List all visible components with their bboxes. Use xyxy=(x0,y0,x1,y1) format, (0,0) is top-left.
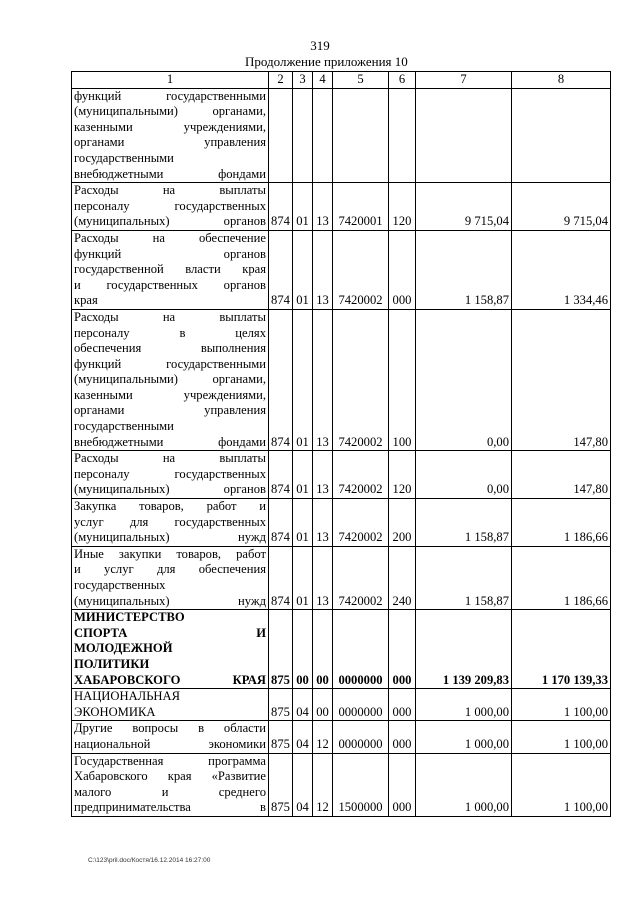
expense-name-line: ХАБАРОВСКОГО КРАЯ xyxy=(74,672,266,687)
table-row xyxy=(72,499,611,547)
expense-name-line: Другие вопросы в области xyxy=(74,721,266,736)
expense-name-line: государственной власти края xyxy=(74,262,266,277)
ministry-code-cell: 874 xyxy=(269,183,293,231)
subsection-code-cell: 12 xyxy=(313,753,333,816)
target-article-cell: 7420002 xyxy=(333,451,389,499)
expense-name-line: внебюджетными фондами xyxy=(74,166,266,181)
expense-name-line: Государственная программа xyxy=(74,753,266,768)
amount-2016-cell: 147,80 xyxy=(512,309,611,450)
header-cell: 8 xyxy=(512,72,611,89)
expense-name-line: Расходы на выплаты xyxy=(74,309,266,324)
target-article-cell xyxy=(333,88,389,183)
expense-name-line: (муниципальными) органами, xyxy=(74,104,266,119)
expense-name-line: (муниципальных) нужд xyxy=(74,593,266,608)
expense-name-line: Расходы на обеспечение xyxy=(74,230,266,245)
subsection-code-cell: 13 xyxy=(313,183,333,231)
ministry-code-cell xyxy=(269,88,293,183)
expense-name-line: государственных xyxy=(74,578,166,592)
amount-2016-cell: 1 186,66 xyxy=(512,499,611,547)
table-row xyxy=(72,88,611,183)
expense-type-cell: 000 xyxy=(389,721,416,753)
expense-name-line: МИНИСТЕРСТВО xyxy=(74,610,185,625)
expense-name-cell xyxy=(72,689,269,721)
expense-name-line: СПОРТА И xyxy=(74,625,266,640)
table-row xyxy=(72,183,611,231)
expense-name-line: национальной экономики xyxy=(74,736,266,751)
expense-name-line: НАЦИОНАЛЬНАЯ xyxy=(74,689,181,704)
expense-type-cell: 240 xyxy=(389,546,416,609)
expense-name-line: и услуг для обеспечения xyxy=(74,562,266,577)
amount-2015-cell: 1 000,00 xyxy=(416,689,512,721)
expense-name-line: Иные закупки товаров, работ xyxy=(74,546,266,561)
expense-type-cell: 120 xyxy=(389,183,416,231)
amount-2015-cell: 0,00 xyxy=(416,451,512,499)
amount-2016-cell: 1 170 139,33 xyxy=(512,610,611,689)
section-code-cell: 04 xyxy=(293,689,313,721)
section-code-cell xyxy=(293,88,313,183)
expense-type-cell: 120 xyxy=(389,451,416,499)
expense-name-cell xyxy=(72,88,269,183)
header-cell: 6 xyxy=(389,72,416,89)
amount-2015-cell: 1 139 209,83 xyxy=(416,610,512,689)
table-row xyxy=(72,309,611,450)
amount-2015-cell: 1 000,00 xyxy=(416,721,512,753)
ministry-code-cell: 875 xyxy=(269,689,293,721)
expense-name-cell xyxy=(72,451,269,499)
expense-name-cell xyxy=(72,183,269,231)
ministry-code-cell: 874 xyxy=(269,230,293,309)
amount-2015-cell: 1 000,00 xyxy=(416,753,512,816)
expense-name-line: услуг для государственных xyxy=(74,514,266,529)
expense-type-cell: 000 xyxy=(389,230,416,309)
ministry-code-cell: 874 xyxy=(269,309,293,450)
header-cell: 2 xyxy=(269,72,293,89)
section-code-cell: 01 xyxy=(293,451,313,499)
expense-name-line: предпринимательства в xyxy=(74,800,266,815)
expense-name-line: Закупка товаров, работ и xyxy=(74,499,266,514)
section-code-cell: 01 xyxy=(293,499,313,547)
table-row xyxy=(72,721,611,753)
expense-name-line: Расходы на выплаты xyxy=(74,183,266,198)
target-article-cell: 7420002 xyxy=(333,499,389,547)
ministry-code-cell: 875 xyxy=(269,753,293,816)
amount-2015-cell xyxy=(416,88,512,183)
amount-2016-cell: 1 100,00 xyxy=(512,689,611,721)
subsection-code-cell: 00 xyxy=(313,610,333,689)
amount-2015-cell: 9 715,04 xyxy=(416,183,512,231)
expense-name-cell xyxy=(72,610,269,689)
expense-name-cell xyxy=(72,721,269,753)
amount-2015-cell: 1 158,87 xyxy=(416,230,512,309)
page-number: 319 xyxy=(310,38,330,53)
amount-2016-cell: 147,80 xyxy=(512,451,611,499)
expense-name-line: (муниципальных) органов xyxy=(74,214,266,229)
expense-name-line: государственными xyxy=(74,419,174,434)
expense-name-line: органами управления xyxy=(74,135,266,150)
amount-2016-cell: 1 186,66 xyxy=(512,546,611,609)
table-row xyxy=(72,689,611,721)
section-code-cell: 04 xyxy=(293,721,313,753)
header-cell: 5 xyxy=(333,72,389,89)
target-article-cell: 7420002 xyxy=(333,309,389,450)
table-row xyxy=(72,610,611,689)
expense-name-line: внебюджетными фондами xyxy=(74,434,266,449)
expense-name-cell xyxy=(72,499,269,547)
subsection-code-cell: 13 xyxy=(313,499,333,547)
expense-name-line: органами управления xyxy=(74,403,266,418)
expense-name-line: (муниципальных) нужд xyxy=(74,530,266,545)
subsection-code-cell: 13 xyxy=(313,230,333,309)
expense-name-line: функций государственными xyxy=(74,356,266,371)
expense-type-cell: 200 xyxy=(389,499,416,547)
expense-type-cell: 000 xyxy=(389,753,416,816)
header-cell: 3 xyxy=(293,72,313,89)
expense-name-line: персоналу государственных xyxy=(74,198,266,213)
section-code-cell: 01 xyxy=(293,183,313,231)
expense-type-cell: 000 xyxy=(389,610,416,689)
ministry-code-cell: 875 xyxy=(269,721,293,753)
file-path-footer: C:\123\pril.doc/Костя/16.12.2014 16:27:00 xyxy=(88,857,211,864)
section-code-cell: 01 xyxy=(293,546,313,609)
expense-name-line: (муниципальными) органами, xyxy=(74,372,266,387)
target-article-cell: 1500000 xyxy=(333,753,389,816)
ministry-code-cell: 875 xyxy=(269,610,293,689)
expense-name-line: государственными xyxy=(74,150,174,165)
expense-type-cell: 000 xyxy=(389,689,416,721)
expense-name-line: функций органов xyxy=(74,246,266,261)
expense-name-line: малого и среднего xyxy=(74,784,266,799)
expense-type-cell: 100 xyxy=(389,309,416,450)
ministry-code-cell: 874 xyxy=(269,499,293,547)
amount-2015-cell: 0,00 xyxy=(416,309,512,450)
expense-name-line: казенными учреждениями, xyxy=(74,119,266,134)
target-article-cell: 0000000 xyxy=(333,721,389,753)
expense-name-line: персоналу государственных xyxy=(74,466,266,481)
amount-2016-cell xyxy=(512,88,611,183)
subsection-code-cell: 13 xyxy=(313,546,333,609)
expense-type-cell xyxy=(389,88,416,183)
expense-name-line: края xyxy=(74,293,98,308)
table-row xyxy=(72,451,611,499)
section-code-cell: 00 xyxy=(293,610,313,689)
target-article-cell: 7420002 xyxy=(333,546,389,609)
section-code-cell: 01 xyxy=(293,230,313,309)
expense-name-line: ПОЛИТИКИ xyxy=(74,656,150,671)
section-code-cell: 04 xyxy=(293,753,313,816)
amount-2015-cell: 1 158,87 xyxy=(416,546,512,609)
expense-name-line: обеспечения выполнения xyxy=(74,341,266,356)
target-article-cell: 0000000 xyxy=(333,610,389,689)
subsection-code-cell: 13 xyxy=(313,309,333,450)
subsection-code-cell: 13 xyxy=(313,451,333,499)
target-article-cell: 0000000 xyxy=(333,689,389,721)
header-cell: 1 xyxy=(72,72,269,89)
amount-2016-cell: 9 715,04 xyxy=(512,183,611,231)
table-row xyxy=(72,753,611,816)
ministry-code-cell: 874 xyxy=(269,546,293,609)
expense-name-line: и государственных органов xyxy=(74,277,266,292)
expense-name-cell xyxy=(72,753,269,816)
amount-2016-cell: 1 100,00 xyxy=(512,721,611,753)
expense-name-cell xyxy=(72,546,269,609)
target-article-cell: 7420001 xyxy=(333,183,389,231)
ministry-code-cell: 874 xyxy=(269,451,293,499)
amount-2016-cell: 1 100,00 xyxy=(512,753,611,816)
table-row xyxy=(72,230,611,309)
expense-name-line: персоналу в целях xyxy=(74,325,266,340)
section-code-cell: 01 xyxy=(293,309,313,450)
amount-2015-cell: 1 158,87 xyxy=(416,499,512,547)
appendix-caption: Продолжение приложения 10 xyxy=(245,54,408,69)
expense-name-cell xyxy=(72,309,269,450)
expense-name-line: Расходы на выплаты xyxy=(74,451,266,466)
expense-name-line: МОЛОДЕЖНОЙ xyxy=(74,641,173,656)
header-cell: 7 xyxy=(416,72,512,89)
expense-name-cell xyxy=(72,230,269,309)
header-cell: 4 xyxy=(313,72,333,89)
budget-table xyxy=(71,71,611,817)
target-article-cell: 7420002 xyxy=(333,230,389,309)
subsection-code-cell: 00 xyxy=(313,689,333,721)
header-row xyxy=(72,72,611,89)
subsection-code-cell xyxy=(313,88,333,183)
expense-name-line: казенными учреждениями, xyxy=(74,387,266,402)
subsection-code-cell: 12 xyxy=(313,721,333,753)
expense-name-line: функций государственными xyxy=(74,88,266,103)
expense-name-line: Хабаровского края «Развитие xyxy=(74,769,266,784)
amount-2016-cell: 1 334,46 xyxy=(512,230,611,309)
expense-name-line: (муниципальных) органов xyxy=(74,482,266,497)
expense-name-line: ЭКОНОМИКА xyxy=(74,704,156,719)
table-row xyxy=(72,546,611,609)
